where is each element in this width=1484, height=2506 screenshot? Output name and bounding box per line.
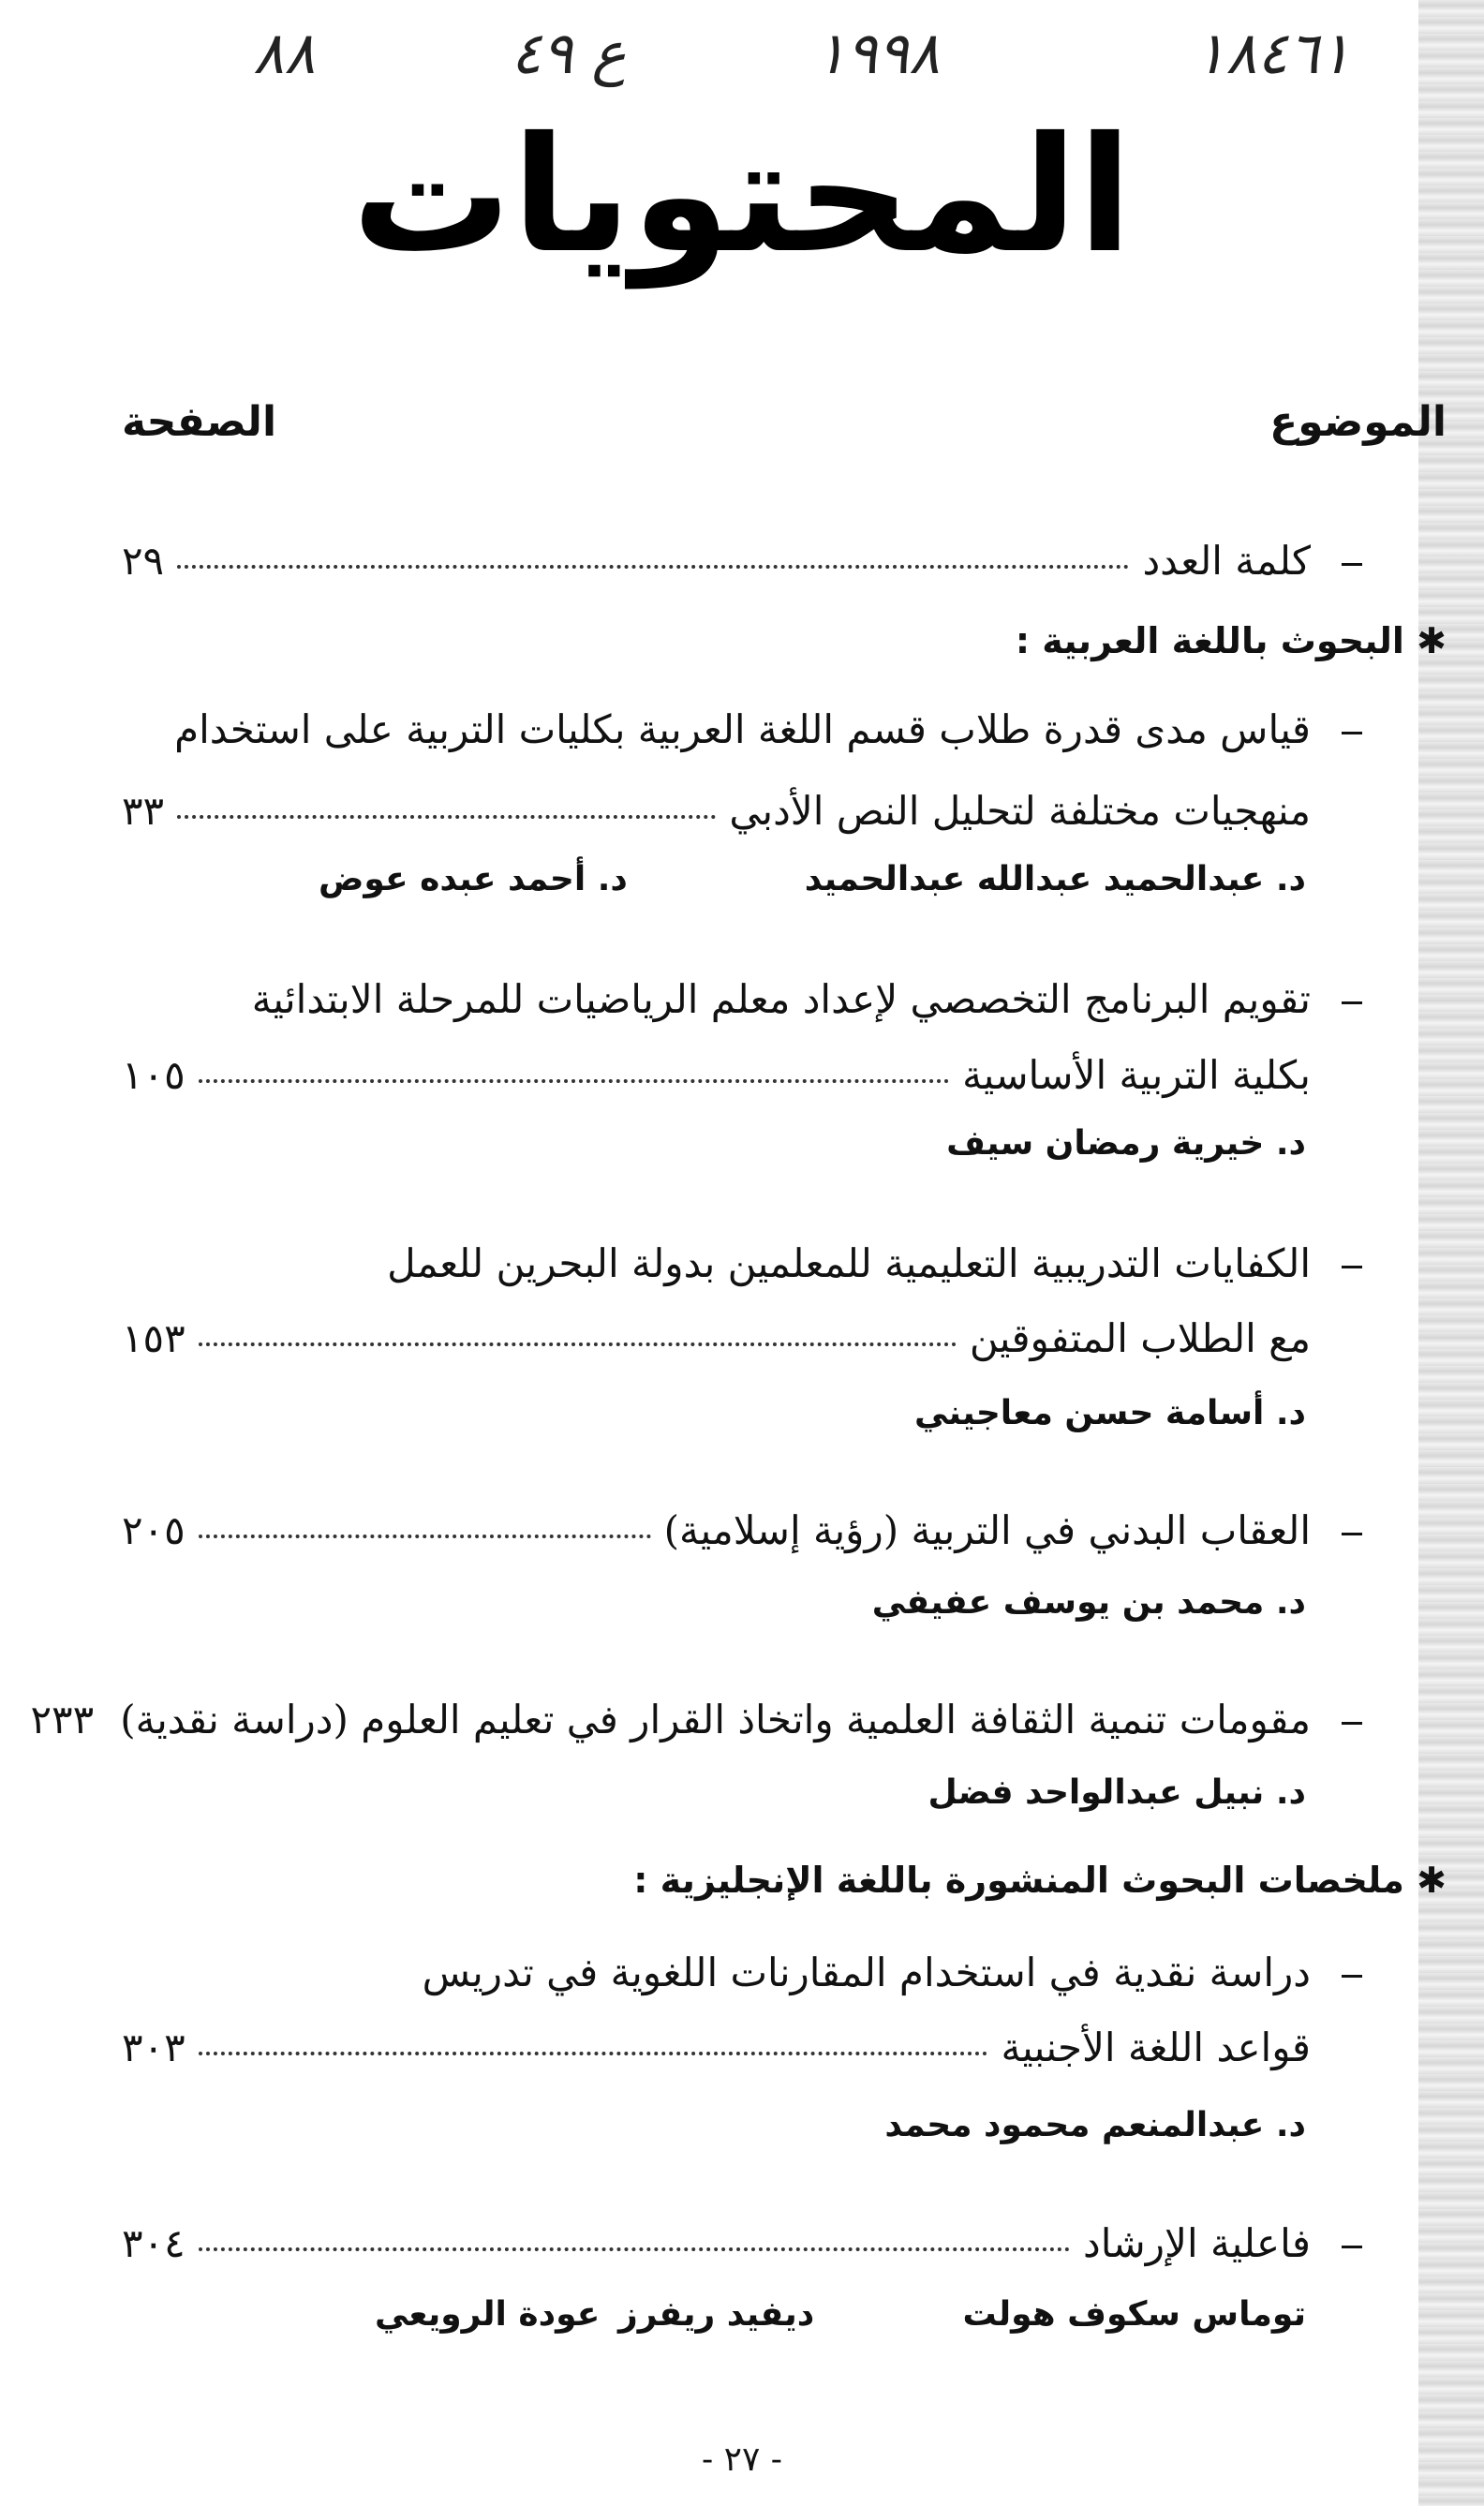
- author-name: د. عبدالمنعم محمود محمد: [884, 2106, 1306, 2144]
- author-name: د. أسامة حسن معاجيني: [914, 1394, 1306, 1432]
- dot-leader: [199, 2247, 1070, 2251]
- dot-leader: [199, 1535, 651, 1538]
- toc-line: [122, 527, 1311, 593]
- toc-entry-title: دراسة نقدية في استخدام المقارنات اللغوية في تدريس: [422, 1949, 1311, 1995]
- bullet-dash: [1342, 1001, 1362, 1004]
- toc-page-number: ١٥٣: [122, 1314, 186, 1361]
- toc-entry-title: قياس مدى قدرة طلاب قسم اللغة العربية بكليات التربية على استخدام: [174, 705, 1311, 752]
- toc-line: [122, 1497, 1311, 1563]
- toc-entry-title: الكفايات التدريبية التعليمية للمعلمين بدولة البحرين للعمل: [387, 1239, 1311, 1286]
- bullet-dash: [1342, 1266, 1362, 1268]
- scan-edge-texture: [1418, 0, 1484, 2506]
- toc-line: [122, 1042, 1311, 1107]
- bullet-dash: [1342, 1533, 1362, 1535]
- author-name: د. خيرية رمضان سيف: [946, 1124, 1306, 1163]
- toc-line: [387, 1230, 1311, 1296]
- toc-page-number: ٣٠٤: [122, 2219, 186, 2266]
- section-heading-text: البحوث باللغة العربية :: [1015, 620, 1404, 661]
- handwritten-note: ١٨٤٦١: [1195, 19, 1351, 87]
- author-name: د. عبدالحميد عبدالله عبدالحميد: [804, 860, 1306, 898]
- page-number: - ٢٧ -: [702, 2440, 782, 2479]
- toc-page-number: ٢٠٥: [122, 1506, 186, 1553]
- toc-entry-title: منهجيات مختلفة لتحليل النص الأدبي: [729, 787, 1311, 834]
- section-heading-arabic: ✱ البحوث باللغة العربية :: [1015, 620, 1447, 661]
- toc-entry-title: كلمة العدد: [1142, 537, 1311, 584]
- toc-entry-title: مع الطلاب المتفوقين: [969, 1314, 1311, 1361]
- toc-line: [122, 2210, 1311, 2276]
- bullet-dash: [1342, 563, 1362, 566]
- author-name: د. نبيل عبدالواحد فضل: [928, 1773, 1306, 1812]
- author-name: عودة الرويعي: [375, 2295, 601, 2334]
- toc-page-number: ٣٣: [122, 787, 165, 834]
- handwritten-note: ١٩٩٨: [815, 19, 941, 87]
- toc-page-number: ٢٣٣: [30, 1696, 95, 1742]
- toc-page-number: ٣٠٣: [122, 2024, 186, 2070]
- toc-line: [122, 1305, 1311, 1371]
- bullet-dash: [1342, 1975, 1362, 1978]
- toc-entry-title: فاعلية الإرشاد: [1083, 2219, 1311, 2266]
- bullet-dash: [1342, 1722, 1362, 1725]
- toc-line: [30, 1686, 1311, 1752]
- handwritten-note: ع ٤٩: [511, 19, 627, 87]
- toc-line: [122, 778, 1311, 843]
- toc-entry-title: قواعد اللغة الأجنبية: [1001, 2024, 1311, 2070]
- page-title: المحتويات: [351, 103, 1133, 289]
- toc-page-number: ١٠٥: [122, 1051, 186, 1098]
- toc-page-number: ٢٩: [122, 537, 165, 584]
- section-heading-english: ✱ ملخصات البحوث المنشورة باللغة الإنجليزية :: [633, 1860, 1447, 1901]
- section-heading-text: ملخصات البحوث المنشورة باللغة الإنجليزية :: [633, 1860, 1404, 1901]
- toc-entry-title: بكلية التربية الأساسية: [962, 1051, 1311, 1098]
- author-name: د. أحمد عبده عوض: [319, 860, 628, 898]
- toc-line: [251, 966, 1311, 1031]
- toc-line: [122, 2014, 1311, 2080]
- handwritten-note: ٨٨: [253, 19, 316, 87]
- dot-leader: [199, 1342, 957, 1346]
- dot-leader: [177, 565, 1129, 569]
- toc-line: [174, 696, 1311, 762]
- toc-entry-title: مقومات تنمية الثقافة العلمية واتخاذ القرار في تعليم العلوم (دراسة نقدية): [120, 1696, 1311, 1742]
- author-name: د. محمد بن يوسف عفيفي: [871, 1583, 1306, 1622]
- toc-entry-title: تقويم البرنامج التخصصي لإعداد معلم الرياضيات للمرحلة الابتدائية: [251, 975, 1311, 1022]
- column-header-topic: الموضوع: [1269, 398, 1447, 446]
- column-header-page: الصفحة: [122, 398, 277, 446]
- dot-leader: [199, 2052, 988, 2055]
- toc-line: [422, 1939, 1311, 2005]
- dot-leader: [199, 1079, 949, 1083]
- dot-leader: [177, 815, 716, 819]
- author-name: توماس سكوف هولت: [962, 2295, 1306, 2334]
- bullet-dash: [1342, 732, 1362, 734]
- author-name: ديفيد ريفرز: [618, 2295, 815, 2334]
- bullet-dash: [1342, 2246, 1362, 2248]
- toc-entry-title: العقاب البدني في التربية (رؤية إسلامية): [663, 1506, 1311, 1553]
